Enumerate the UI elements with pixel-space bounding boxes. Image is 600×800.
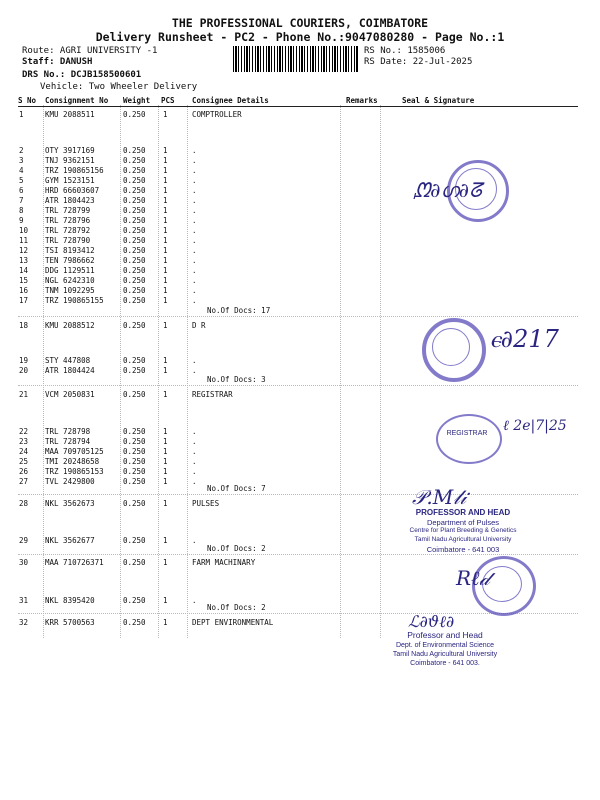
row-consignee: .: [192, 457, 197, 466]
row-consignee: .: [192, 176, 197, 185]
group-total: No.Of Docs: 3: [207, 375, 266, 384]
row-consignee: DEPT ENVIRONMENTAL: [192, 618, 274, 627]
row-pcs: 1: [163, 176, 168, 185]
row-weight: 0.250: [123, 499, 146, 508]
row-consignee: .: [192, 356, 197, 365]
row-consignment-no: TNJ 9362151: [45, 156, 95, 165]
row-weight: 0.250: [123, 437, 146, 446]
staff-label: Staff: DANUSH: [22, 57, 93, 67]
row-consignee: .: [192, 286, 197, 295]
row-pcs: 1: [163, 457, 168, 466]
rs-number: RS No.: 1585006: [364, 46, 446, 56]
row-consignee: .: [192, 156, 197, 165]
row-consignment-no: TRL 728799: [45, 206, 91, 215]
group-divider: [18, 554, 578, 555]
row-weight: 0.250: [123, 447, 146, 456]
row-weight: 0.250: [123, 236, 146, 245]
row-pcs: 1: [163, 146, 168, 155]
row-sno: 30: [19, 558, 29, 567]
row-pcs: 1: [163, 296, 168, 305]
group-divider: [18, 316, 578, 317]
signature-5: Rℓ𝒹: [456, 566, 490, 590]
row-weight: 0.250: [123, 256, 146, 265]
drs-label: DRS No.: DCJB158500601: [22, 70, 142, 80]
row-weight: 0.250: [123, 226, 146, 235]
company-title: THE PROFESSIONAL COURIERS, COIMBATORE: [171, 16, 429, 30]
col-consignee: Consignee Details: [192, 96, 269, 105]
row-sno: 17: [19, 296, 29, 305]
col-sno: S No: [18, 96, 37, 105]
col-pcs: PCS: [161, 96, 175, 105]
group-divider: [18, 385, 578, 386]
row-consignment-no: ATR 1804424: [45, 366, 95, 375]
row-pcs: 1: [163, 110, 168, 119]
row-consignment-no: TMI 20248658: [45, 457, 100, 466]
row-pcs: 1: [163, 196, 168, 205]
route-label: Route: AGRI UNIVERSITY -1: [22, 46, 158, 56]
row-weight: 0.250: [123, 110, 146, 119]
row-sno: 8: [19, 206, 24, 215]
row-consignment-no: TRL 728798: [45, 427, 91, 436]
pulses-seal-line: Centre for Plant Breeding & Genetics: [409, 527, 517, 534]
row-pcs: 1: [163, 390, 168, 399]
row-weight: 0.250: [123, 467, 146, 476]
row-sno: 14: [19, 266, 29, 275]
row-sno: 26: [19, 467, 29, 476]
group-total: No.Of Docs: 2: [207, 603, 266, 612]
row-pcs: 1: [163, 321, 168, 330]
group-total: No.Of Docs: 2: [207, 544, 266, 553]
row-sno: 13: [19, 256, 29, 265]
row-sno: 9: [19, 216, 24, 225]
row-consignment-no: ATR 1804423: [45, 196, 95, 205]
row-weight: 0.250: [123, 266, 146, 275]
row-sno: 21: [19, 390, 29, 399]
row-pcs: 1: [163, 618, 168, 627]
row-pcs: 1: [163, 276, 168, 285]
row-sno: 5: [19, 176, 24, 185]
row-sno: 32: [19, 618, 29, 627]
row-weight: 0.250: [123, 427, 146, 436]
row-weight: 0.250: [123, 536, 146, 545]
row-sno: 2: [19, 146, 24, 155]
row-consignment-no: TRZ 190865155: [45, 296, 104, 305]
row-sno: 3: [19, 156, 24, 165]
row-pcs: 1: [163, 166, 168, 175]
col-seal: Seal & Signature: [402, 96, 475, 105]
row-weight: 0.250: [123, 166, 146, 175]
signature-1: ᘻ∂ഗ∂ᘔ: [413, 178, 482, 202]
env-seal-line: Coimbatore - 641 003.: [410, 660, 480, 667]
row-consignee: .: [192, 206, 197, 215]
vehicle-label: Vehicle: Two Wheeler Delivery: [40, 82, 198, 92]
row-pcs: 1: [163, 246, 168, 255]
signature-2: ⲉ∂217: [490, 325, 559, 353]
row-consignment-no: TRZ 190865156: [45, 166, 104, 175]
row-sno: 31: [19, 596, 29, 605]
row-consignment-no: NKL 8395420: [45, 596, 95, 605]
signature-6: ℒ∂ϑℓ∂: [408, 612, 455, 631]
row-consignee: .: [192, 236, 197, 245]
row-weight: 0.250: [123, 176, 146, 185]
row-pcs: 1: [163, 536, 168, 545]
row-consignee: .: [192, 146, 197, 155]
row-consignee: COMPTROLLER: [192, 110, 242, 119]
row-pcs: 1: [163, 427, 168, 436]
row-consignment-no: KMU 2088511: [45, 110, 95, 119]
row-weight: 0.250: [123, 196, 146, 205]
row-weight: 0.250: [123, 618, 146, 627]
row-weight: 0.250: [123, 321, 146, 330]
row-consignment-no: HRD 66603607: [45, 186, 100, 195]
row-consignment-no: TSI 8193412: [45, 246, 95, 255]
runsheet-subtitle: Delivery Runsheet - PC2 - Phone No.:9047080280 - Page No.:1: [95, 30, 505, 44]
row-consignee: .: [192, 427, 197, 436]
rs-date: RS Date: 22-Jul-2025: [364, 57, 473, 67]
row-weight: 0.250: [123, 156, 146, 165]
row-consignee: .: [192, 186, 197, 195]
col-divider: [187, 105, 188, 638]
row-consignment-no: NKL 3562677: [45, 536, 95, 545]
barcode: [233, 46, 358, 72]
row-pcs: 1: [163, 477, 168, 486]
row-consignment-no: TEN 7986662: [45, 256, 95, 265]
row-consignee: PULSES: [192, 499, 220, 508]
row-consignee: .: [192, 296, 197, 305]
row-sno: 7: [19, 196, 24, 205]
row-sno: 18: [19, 321, 29, 330]
row-sno: 27: [19, 477, 29, 486]
row-weight: 0.250: [123, 286, 146, 295]
pulses-seal-line: PROFESSOR AND HEAD: [415, 508, 511, 517]
row-sno: 23: [19, 437, 29, 446]
pulses-seal-line: Coimbatore - 641 003: [426, 545, 500, 554]
registrar-seal-text: REGISTRAR: [446, 430, 488, 437]
row-consignee: .: [192, 216, 197, 225]
round-seal-inner: [432, 328, 470, 366]
row-weight: 0.250: [123, 477, 146, 486]
signature-4: 𝒫.M𝓁𝒾: [412, 485, 467, 509]
row-pcs: 1: [163, 206, 168, 215]
row-sno: 28: [19, 499, 29, 508]
row-weight: 0.250: [123, 366, 146, 375]
row-sno: 24: [19, 447, 29, 456]
row-weight: 0.250: [123, 186, 146, 195]
row-consignee: .: [192, 477, 197, 486]
row-pcs: 1: [163, 467, 168, 476]
row-pcs: 1: [163, 596, 168, 605]
group-divider: [18, 494, 578, 495]
row-weight: 0.250: [123, 276, 146, 285]
row-sno: 22: [19, 427, 29, 436]
env-seal-line: Professor and Head: [407, 630, 483, 640]
row-consignee: .: [192, 596, 197, 605]
row-pcs: 1: [163, 256, 168, 265]
row-pcs: 1: [163, 186, 168, 195]
row-weight: 0.250: [123, 206, 146, 215]
row-consignment-no: TRL 728792: [45, 226, 91, 235]
row-consignment-no: MAA 710726371: [45, 558, 104, 567]
row-consignment-no: NKL 3562673: [45, 499, 95, 508]
row-consignee: D R: [192, 321, 206, 330]
col-remarks: Remarks: [346, 96, 378, 105]
signature-3: ℓ 2e|7|25: [503, 418, 567, 434]
group-total: No.Of Docs: 7: [207, 484, 266, 493]
row-consignment-no: GYM 1523151: [45, 176, 95, 185]
col-consignment: Consignment No: [45, 96, 109, 105]
row-consignee: .: [192, 536, 197, 545]
row-sno: 19: [19, 356, 29, 365]
row-sno: 29: [19, 536, 29, 545]
row-sno: 6: [19, 186, 24, 195]
env-seal-line: Dept. of Environmental Science: [395, 642, 495, 649]
row-pcs: 1: [163, 558, 168, 567]
row-consignee: .: [192, 256, 197, 265]
row-sno: 4: [19, 166, 24, 175]
row-consignee: FARM MACHINARY: [192, 558, 256, 567]
pulses-seal-line: Department of Pulses: [426, 518, 500, 527]
row-consignment-no: STY 447808: [45, 356, 91, 365]
row-consignee: REGISTRAR: [192, 390, 233, 399]
row-consignee: .: [192, 266, 197, 275]
row-consignment-no: TVL 2429800: [45, 477, 95, 486]
header-rule: [18, 106, 578, 107]
col-divider: [340, 105, 341, 638]
row-pcs: 1: [163, 226, 168, 235]
col-divider: [380, 105, 381, 638]
pulses-seal-line: Tamil Nadu Agricultural University: [414, 536, 512, 543]
row-sno: 11: [19, 236, 29, 245]
row-pcs: 1: [163, 266, 168, 275]
row-consignment-no: OTY 3917169: [45, 146, 95, 155]
row-consignment-no: KRR 5700563: [45, 618, 95, 627]
row-weight: 0.250: [123, 596, 146, 605]
row-consignment-no: TRL 728790: [45, 236, 91, 245]
row-sno: 25: [19, 457, 29, 466]
row-weight: 0.250: [123, 558, 146, 567]
col-divider: [43, 105, 44, 638]
row-weight: 0.250: [123, 146, 146, 155]
col-divider: [120, 105, 121, 638]
row-consignment-no: NGL 6242310: [45, 276, 95, 285]
row-consignee: .: [192, 226, 197, 235]
row-consignee: .: [192, 246, 197, 255]
row-pcs: 1: [163, 236, 168, 245]
row-weight: 0.250: [123, 457, 146, 466]
row-consignee: .: [192, 447, 197, 456]
row-consignment-no: DDG 1129511: [45, 266, 95, 275]
row-consignee: .: [192, 196, 197, 205]
row-sno: 12: [19, 246, 29, 255]
row-consignment-no: TNM 1092295: [45, 286, 95, 295]
row-sno: 1: [19, 110, 24, 119]
row-consignment-no: VCM 2050831: [45, 390, 95, 399]
row-weight: 0.250: [123, 356, 146, 365]
row-sno: 15: [19, 276, 29, 285]
row-weight: 0.250: [123, 390, 146, 399]
row-sno: 16: [19, 286, 29, 295]
registrar-seal: [436, 414, 502, 464]
group-total: No.Of Docs: 17: [207, 306, 271, 315]
row-consignee: .: [192, 437, 197, 446]
row-weight: 0.250: [123, 296, 146, 305]
row-pcs: 1: [163, 286, 168, 295]
env-seal-line: Tamil Nadu Agricultural University: [392, 651, 498, 658]
row-consignee: .: [192, 276, 197, 285]
col-divider: [158, 105, 159, 638]
row-sno: 20: [19, 366, 29, 375]
row-consignment-no: TRL 728794: [45, 437, 91, 446]
row-pcs: 1: [163, 156, 168, 165]
row-pcs: 1: [163, 366, 168, 375]
col-weight: Weight: [123, 96, 151, 105]
row-weight: 0.250: [123, 246, 146, 255]
row-consignment-no: TRZ 190865153: [45, 467, 104, 476]
row-pcs: 1: [163, 447, 168, 456]
row-consignment-no: MAA 709705125: [45, 447, 104, 456]
row-sno: 10: [19, 226, 29, 235]
row-pcs: 1: [163, 216, 168, 225]
row-consignee: .: [192, 366, 197, 375]
row-pcs: 1: [163, 499, 168, 508]
row-consignment-no: KMU 2088512: [45, 321, 95, 330]
row-pcs: 1: [163, 356, 168, 365]
row-consignee: .: [192, 166, 197, 175]
row-consignment-no: TRL 728796: [45, 216, 91, 225]
row-pcs: 1: [163, 437, 168, 446]
row-consignee: .: [192, 467, 197, 476]
row-weight: 0.250: [123, 216, 146, 225]
